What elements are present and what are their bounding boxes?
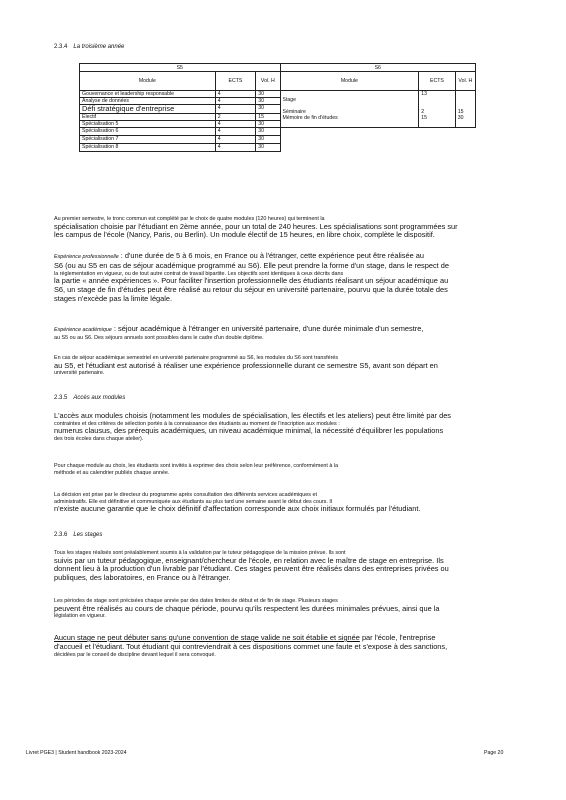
paragraph-stages: Tous les stages réalisés sont préalablement soumis à la validation par le tuteur pédagogique de la mission prévue. Ils sont suivis par un tuteur pédagogique, enseignant/chercheur de l'école, en relation avec le maître de stage en entreprise. Ils donnent lieu à la production d'un livrable par l'étudiant. Ces stages peuvent être réalisés dans des entreprises privées ou publiques, des laboratoires, en France ou à l'étranger. (54, 550, 449, 583)
col-vh-s5: Vol. H (256, 72, 280, 91)
page-number: Page 20 (484, 750, 504, 756)
paragraph-sejour-semestriel: En cas de séjour académique semestriel en université partenaire programmé au S6, les modules du S6 sont transférés au S5, et l'étudiant est autorisé à réaliser une expérience professionnelle durant ce semestre S5, avant son départ en université partenaire. (54, 355, 438, 377)
paragraph-experience-academique: Expérience académique : séjour académique à l'étranger en université partenaire, d'une durée minimale d'un semestre, au S5 ou au S6. Des séjours annuels sont possibles dans le cadre d'un double diplôme. (54, 324, 424, 341)
table-row: Analyse de données 4 30 (80, 98, 476, 105)
table-row: Spécialisation 6 4 30 (80, 128, 476, 136)
col-module-s5: Module (80, 72, 216, 91)
col-ects-s5: ECTS (215, 72, 256, 91)
modules-table (79, 63, 476, 152)
paragraph-choix-modules: Pour chaque module au choix, les étudiants sont invités à exprimer des choix selon leur préférence, conformément à la méthode et au calendrier publiés chaque année. (54, 463, 339, 476)
paragraph-acces-modules: L'accès aux modules choisis (notamment les modules de spécialisation, les électifs et les ateliers) peut être limité par des contraintes et des critères de sélection portés à la connaissance des étudiants au moment de l'inscription aux modules : numerus clausus, des prérequis académiques, un niveau académique minimal, la nécessité d'équilibrer les populations des trois écoles dans chaque atelier). (54, 411, 451, 443)
s5-header: S5 (80, 64, 281, 72)
footer-handbook: Livret PGE3 | Student handbook 2023-2024 (26, 750, 127, 756)
col-vh-s6: Vol. H (455, 72, 475, 91)
col-ects-s6: ECTS (419, 72, 455, 91)
paragraph-experience-professionnelle: Expérience professionnelle : d'une durée de 5 à 6 mois, en France ou à l'étranger, cette expérience peut être réalisée au S6 (ou au S5 en cas de séjour académique programmé au S6). Elle peut prendre la forme d'un stage, dans le respect de la réglementation en vigueur, ou de tout autre contrat de travail bipartite. Les objectifs sont identiques à ceux décrits dans la partie « année expériences ». Pour faciliter l'insertion professionnelle des étudiants réalisant un séjour académique au S6, un stage de fin d'études peut être réalisé au retour du séjour en université partenaire, pourvu que la durée totale des stages n'excède pas la limite légale. (54, 251, 449, 303)
paragraph-periodes-stage: Les périodes de stage sont précisées chaque année par des dates limites de début et de fin de stage. Plusieurs stages peuvent être réalisés au cours de chaque période, pourvu qu'ils respectent les durées minimales prévues, ainsi que la législation en vigueur. (54, 598, 440, 620)
table-row: Spécialisation 7 4 30 (80, 136, 476, 144)
table-row: Spécialisation 8 4 30 (80, 144, 476, 152)
col-module-s6: Module (280, 72, 419, 91)
section-heading-2-3-5: 2.3.5 Accès aux modules (54, 395, 126, 401)
table-row: Gouvernance et leadership responsable 4 30 Stage Séminaire Mémoire de fin d'études 13 2 15 15 30 (80, 91, 476, 98)
paragraph-tronc-commun: Au premier semestre, le tronc commun est complété par le choix de quatre modules (120 heures) qui terminent la spécialisation choisie par l'étudiant en 2ème année, pour un total de 240 heures. Les spécialisations sont programmées sur les campus de l'école (Nancy, Paris, ou Berlin). Un module électif de 15 heures, en libre choix, complète le dispositif. (54, 216, 458, 240)
paragraph-convention-stage: Aucun stage ne peut débuter sans qu'une convention de stage valide ne soit établie et signée par l'école, l'entreprise d'accueil et l'étudiant. Tout étudiant qui contreviendrait à ces dispositions commet une faute et s'expose à des sanctions, décidées par le conseil de discipline devant lequel il sera convoqué. (54, 633, 448, 658)
table-row: Défi stratégique d'entreprise 4 30 (80, 105, 476, 114)
section-heading-2-3-6: 2.3.6 Les stages (54, 532, 103, 538)
s6-header: S6 (280, 64, 476, 72)
paragraph-decision: La décision est prise par le directeur du programme après consultation des différents services académiques et administratifs. Elle est définitive et communiquée aux étudiants au plus tard une semaine avant le début des cours. Il n'existe aucune garantie que le choix définitif d'affectation corresponde aux choix initiaux formulés par l'étudiant. (54, 492, 421, 514)
section-heading-2-3-4: 2.3.4 La troisième année (54, 44, 125, 50)
table-row: Electif 2 15 (80, 114, 476, 121)
table-row: Spécialisation 5 4 30 (80, 121, 476, 128)
